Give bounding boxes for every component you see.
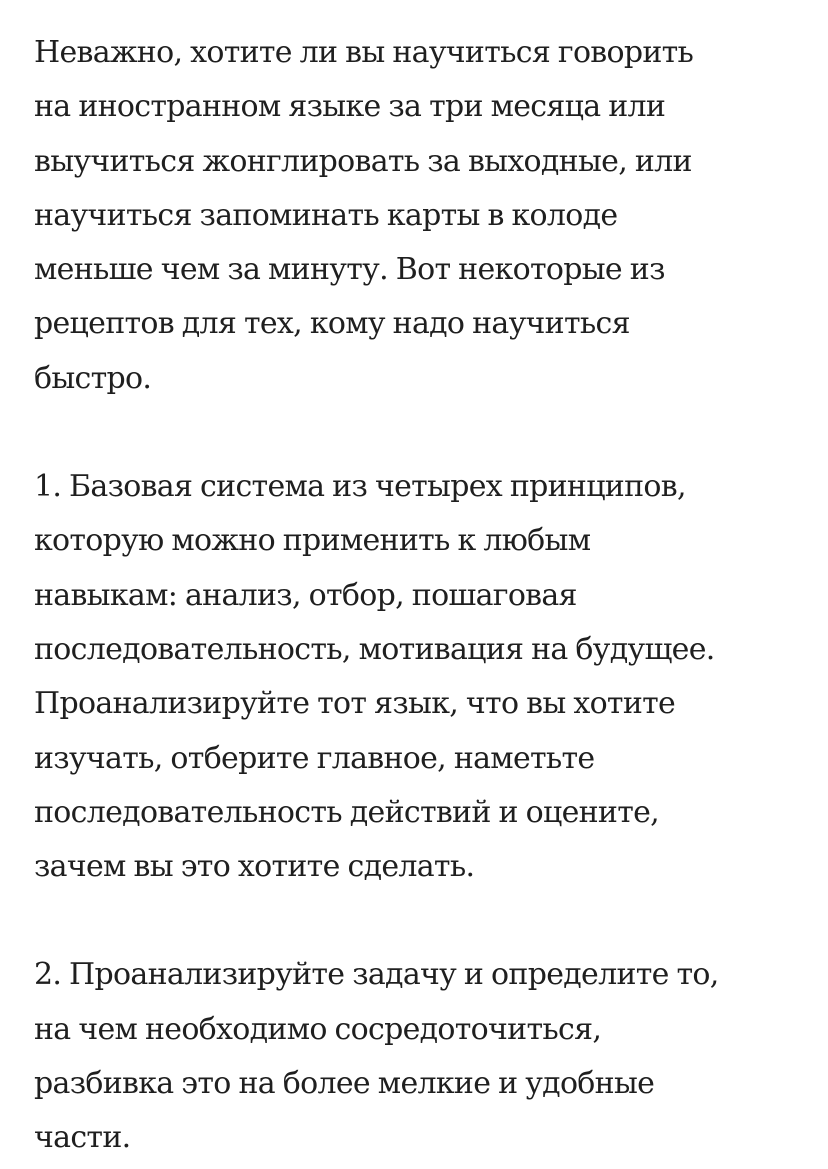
paragraph-line: части. (34, 1120, 131, 1156)
intro-paragraph (34, 26, 788, 406)
point-2-paragraph (34, 948, 788, 1165)
paragraph-line: рецептов для тех, кому надо научиться (34, 306, 630, 342)
paragraph-line: 1. Базовая система из четырех принципов, (34, 469, 686, 505)
paragraph-line: на чем необходимо сосредоточиться, (34, 1011, 602, 1047)
paragraph-line: научиться запоминать карты в колоде (34, 197, 618, 233)
paragraph-line: изучать, отберите главное, наметьте (34, 740, 595, 776)
paragraph-line: навыкам: анализ, отбор, пошаговая (34, 577, 577, 613)
paragraph-line: зачем вы это хотите сделать. (34, 849, 475, 885)
paragraph-line: последовательность действий и оцените, (34, 794, 659, 830)
paragraph-line: быстро. (34, 360, 152, 396)
paragraph-line: последовательность, мотивация на будущее. (34, 631, 715, 667)
paragraph-line: разбивка это на более мелкие и удобные (34, 1066, 655, 1102)
paragraph-line: на иностранном языке за три месяца или (34, 89, 666, 125)
paragraph-line: Неважно, хотите ли вы научиться говорить (34, 35, 694, 70)
paragraph-line: которую можно применить к любым (34, 523, 591, 559)
paragraph-line: 2. Проанализируйте задачу и определите то, (34, 957, 719, 993)
paragraph-line: Проанализируйте тот язык, что вы хотите (34, 686, 676, 722)
paragraph-line: меньше чем за минуту. Вот некоторые из (34, 252, 665, 288)
paragraph-line: выучиться жонглировать за выходные, или (34, 143, 692, 179)
point-1-paragraph (34, 460, 788, 894)
